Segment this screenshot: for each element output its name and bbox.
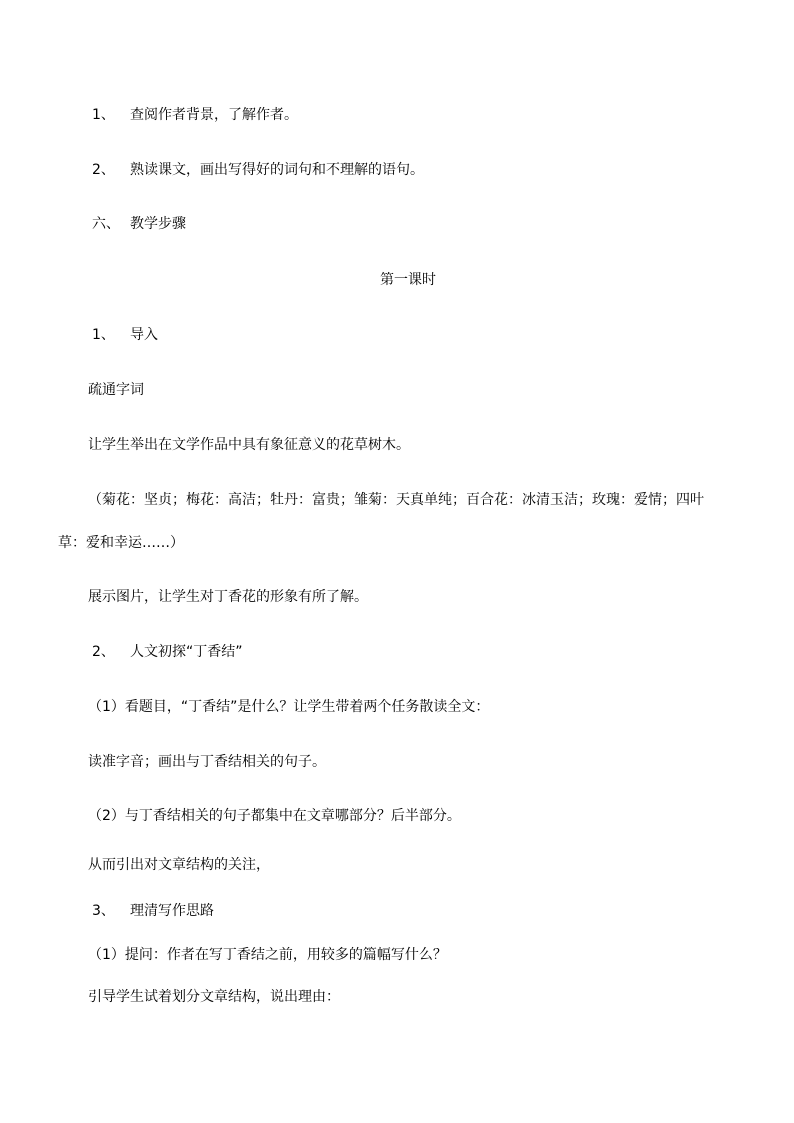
item-number: 1、	[92, 107, 115, 123]
subheading: 疏通字词	[88, 382, 144, 398]
section-heading: 教学步骤	[130, 216, 186, 232]
item-text: 熟读课文，画出写得好的词句和不理解的语句。	[130, 162, 424, 178]
paragraph: 引导学生试着划分文章结构，说出理由：	[88, 989, 340, 1005]
item-number: 2、	[92, 162, 115, 178]
step-number: 3、	[92, 903, 115, 919]
paragraph: 让学生举出在文学作品中具有象征意义的花草树木。	[88, 437, 410, 453]
paragraph: （菊花：坚贞；梅花：高洁；牡丹：富贵；雏菊：天真单纯；百合花：冰清玉洁；玫瑰：爱情；四叶	[88, 492, 704, 508]
paragraph: 展示图片，让学生对丁香花的形象有所了解。	[88, 589, 368, 605]
question: （1）看题目，“丁香结”是什么？让学生带着两个任务散读全文：	[88, 699, 490, 715]
step-number: 1、	[92, 327, 115, 343]
step-heading: 理清写作思路	[130, 903, 214, 919]
paragraph-continuation: 草：爱和幸运……）	[58, 535, 184, 551]
step-heading: 人文初探“丁香结”	[130, 644, 243, 660]
paragraph: 读准字音；画出与丁香结相关的句子。	[88, 754, 326, 770]
question: （1）提问：作者在写丁香结之前，用较多的篇幅写什么？	[88, 947, 447, 963]
lesson-title: 第一课时	[380, 272, 436, 288]
question: （2）与丁香结相关的句子都集中在文章哪部分？后半部分。	[88, 808, 461, 824]
step-heading: 导入	[130, 327, 158, 343]
section-number: 六、	[92, 216, 120, 232]
step-number: 2、	[92, 644, 115, 660]
paragraph: 从而引出对文章结构的关注，	[88, 857, 270, 873]
item-text: 查阅作者背景，了解作者。	[130, 107, 298, 123]
